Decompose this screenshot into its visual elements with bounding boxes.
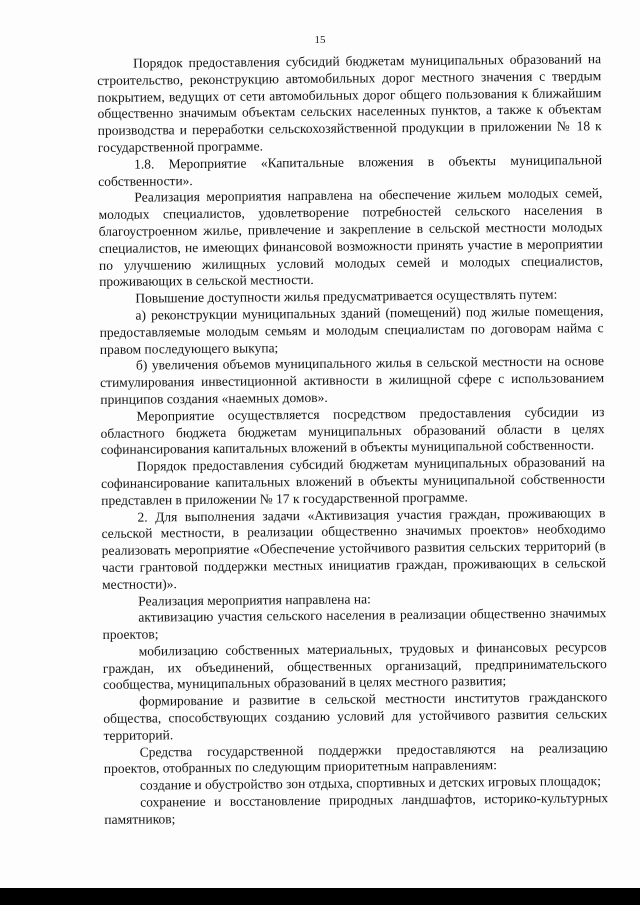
paragraph: 2. Для выполнения задачи «Активизация участия граждан, проживающих в сельской местности, в реализации общественно значимых проектов» необходимо реализовать мероприятие «Обеспечение устойчивого развития сельских территорий (в части грантовой поддержки местных инициатив граждан, проживающих в сельской местности)». xyxy=(101,504,606,592)
paragraph: Мероприятие осуществляется посредством предоставления субсидии из областного бюджета бюджетам муниципальных образований области в целях софинансирования капитальных вложений в объекты муниципальной собственности. xyxy=(100,403,605,458)
document-body xyxy=(97,51,608,828)
paragraph: Порядок предоставления субсидий бюджетам муниципальных образований на строительство, реконструкцию автомобильных дорог местного значения с твердым покрытием, ведущих от сети автомобильных дорог общего пользования к ближайшим общественно значимым объектам сельских населенных пунктов, а также к объектам производства и переработки сельскохозяйственной продукции в приложении № 18 к государственной программе. xyxy=(97,51,602,155)
paragraph: сохранение и восстановление природных ландшафтов, историко-культурных памятников; xyxy=(104,790,609,827)
paragraph: Реализация мероприятия направлена на обеспечение жильем молодых семей, молодых специалистов, удовлетворение потребностей сельского населения в благоустроенном жилье, привлечение и закрепление в сельской местности молодых специалистов, не имеющих финансовой возможности принять участие в мероприятии по улучшению жилищных условий молодых семей и молодых специалистов, проживающих в сельской местности. xyxy=(98,185,604,290)
paragraph: создание и обустройство зон отдыха, спортивных и детских игровых площадок; xyxy=(139,773,601,793)
paragraph: формирование и развитие в сельской местности институтов гражданского общества, способствующих созданию условий для устойчивого развития сельских территорий. xyxy=(103,689,608,743)
paragraph: Повышение доступности жилья предусматривается осуществлять путем: xyxy=(135,286,558,306)
paragraph: мобилизацию собственных материальных, трудовых и финансовых ресурсов граждан, их объединений, общественных организаций, предпринимательского сообщества, муниципальных образований в целях местного развития; xyxy=(102,639,607,693)
paragraph: Реализация мероприятия направлена на: xyxy=(138,590,371,609)
paragraph: б) увеличения объемов муниципального жилья в сельской местности на основе стимулирования инвестиционной активности в жилищной сфере с использованием принципов создания «наемных домов». xyxy=(100,353,605,407)
scan-edge xyxy=(0,888,640,905)
paragraph: активизацию участия сельского населения в реализации общественно значимых проектов; xyxy=(102,605,607,643)
paragraph: Средства государственной поддержки предоставляются на реализацию проектов, отобранных по следующим приоритетным направлениям: xyxy=(103,739,608,777)
paragraph: а) реконструкции муниципальных зданий (помещений) под жилые помещения, предоставляемые молодым семьям и молодым специалистам по договорам найма с правом последующего выкупа; xyxy=(99,303,604,357)
paragraph: Порядок предоставления субсидий бюджетам муниципальных образований на софинансирование капитальных вложений в объекты муниципальной собственности представлен в приложении № 17 к государственной программе. xyxy=(101,454,606,508)
paragraph: 1.8. Мероприятие «Капитальные вложения в объекты муниципальной собственности». xyxy=(98,151,603,189)
page-number: 15 xyxy=(314,34,326,46)
